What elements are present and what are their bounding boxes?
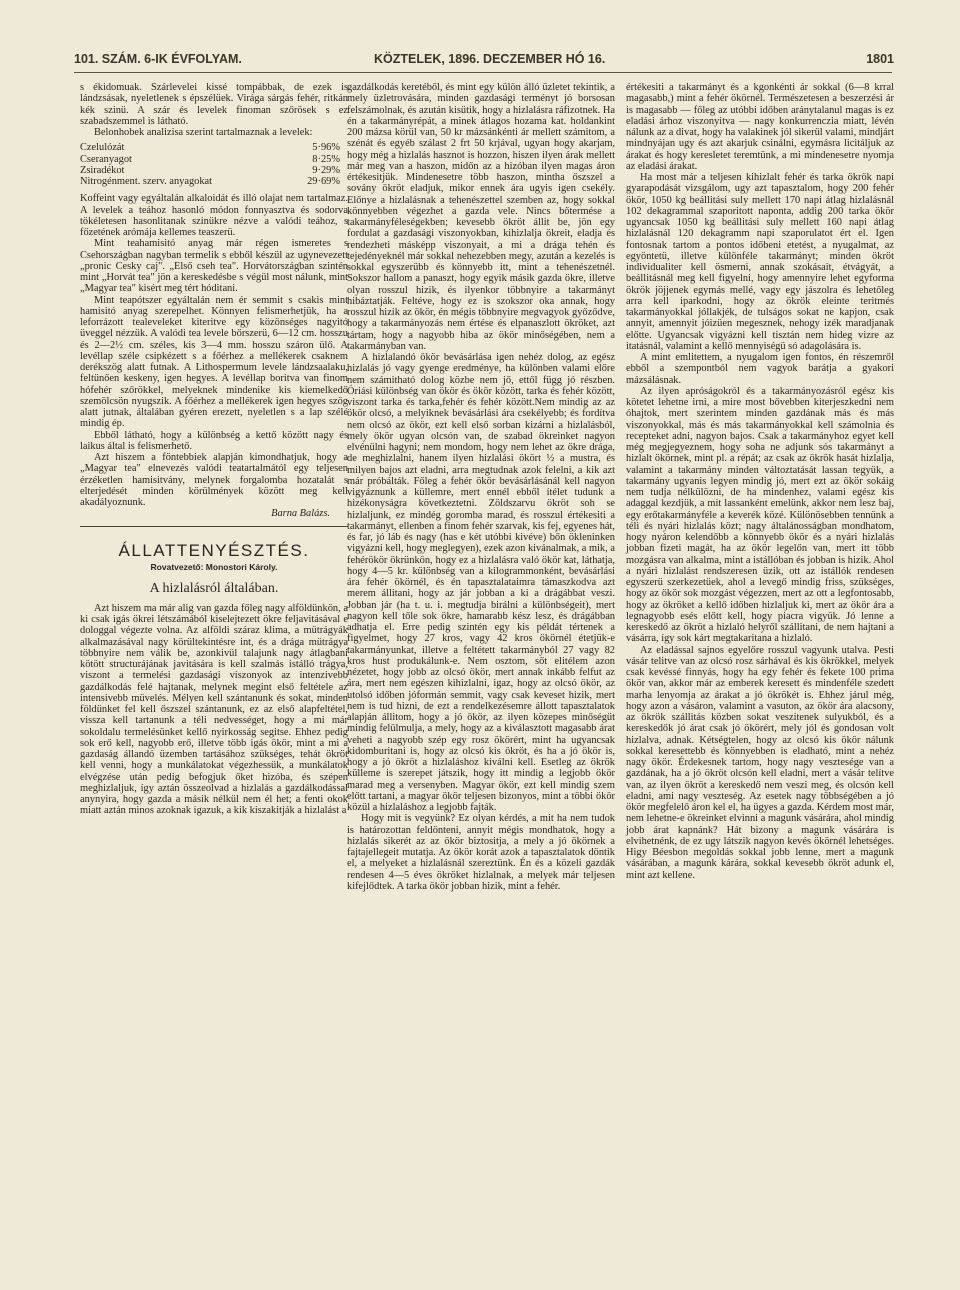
issue-label: 101. SZÁM. 6-IK ÉVFOLYAM. xyxy=(74,52,242,66)
analysis-table xyxy=(80,142,348,187)
paragraph: Az eladással sajnos egyelőre rosszul vagyunk utalva. Pesti vásár telitve van az olcsó rosz sárhával és kis ökrökkel, melyek csak kevéssé finnyás, hogy ha egy fehér és fekete 100 prima ökör van, akkor már az emberek keresett és mindenféle szedett marha lenyomja az árakat a jó ökrökét is. Ehhez járul még, hogy azon a vásáron, valamint a vasuton, az ökör ára alacsony, az ökrök szállitás közben sokat veszitenek sulyukból, és a kereskedők jó árat csak jó ökörért, mely jól és gondosan volt hizlalva, adnak. Kétségtelen, hogy az olcsó kis ökör nálunk sokkal keresettebb és könnyebben is eladható, mint a nehéz nagy ökör. Érdekesnek tartom, hogy nagy vesztesége van a gazdának, ha a jó ökröt olcsón kell eladni, mert a vásár telítve van, az ilyen ökröt a kereskedő nem veszi meg, és olcsón kell eladni, ami nagy veszteség. Az esetek nagy többségében a jó ökör megfelelő áron kel el, ha ügyes a gazda. Kérdem most már, nem lehetne-e ökreinket elvinni a magunk vásárára, ahol mindig jobb árat kapnánk? Hát bizony a magunk vásárára is elvihetnénk, de ez ugy látszik nagyon kevés ökörnél lehetséges. Higy Béesbon megoldás sokkal jobb lenne, mert a magunk vásárában, a magunk kárára, sokkal kevesebb ökröt adunk el, mint azt kellene. xyxy=(626,644,894,881)
paragraph: gazdálkodás keretéből, és mint egy külön álló üzletet tekintik, a mely üzletrovására, minden gazdasági terményt jó borsosan felszámolnak, és azután kisütik, hogy a hizlalásra ráfizotnek. Ha én a takarmányrépát, a minek átlagos hozama kat. holdankint 200 mázsa körül van, 50 kr mázsánkénti ár mellett számitom, a szénát és egyéb szálast 2 frt 50 krjával, ugyan hogy akarjam, hogy még a hizlalás hasznot is hozzon, hiszen ilyen árak mellett már meg van a haszon, midőn az a hizóban ilyen magas áron értékesitjük. Mindenesetre több haszon, mintha őszszel a sovány ökröt eladjuk, mikor ennek ára ugyis igen csekély. Előnye a hizlalásnak a tehenészettel szemben az, hogy sokkal könnyebben végezhet a gazda vele. Nincs bőtermése a takarmányféleségekben; kevesebb ökröt állit be, jön egy fordulat a gazdasági viszonyokban, kihizlalja ökreit, eladja és rendezheti másképp viszonyait, a mi a drága tehén és tejedényeknél már sokkal nehezebben megy, azután a kezelés is sokkal egyszerübb és könnyebb itt, mint a tehenészetnél. Sokszor hallom a panaszt, hogy egyik másik gazda ökre, illetve olyan rosszul hizik, és ilyenkor többnyire a takarmányt hibáztatják. Feltéve, hogy ez is szokszor oka annak, hogy rosszul hizik az ökör, én mégis többnyire megvagyok győződve, hogy a takarmányozás nem értése és elpanaszlott ökröket, azt tártam, hogy a nagyobb hiba az ökör minőségében, nem a takarmányban van. xyxy=(347,82,615,352)
journal-date: KÖZTELEK, 1896. DECZEMBER HÓ 16. xyxy=(374,52,606,66)
paragraph: Mint teapótszer egyáltalán nem ér semmit s csakis mint hamisitó anyag szerepelhet. Könnyen felismerhetjük, ha a leforrázott tealeveleket kiteritve egy közönséges nagyitó üveggel nézzük. A valódi tea levele bőrszerü, 6—12 cm. hosszu és 2—2½ cm. széles, kis 3—4 mm. hosszu száron ülő. A levéllap széle csipkézett s a főérhez a mellékerek csaknem derékszög alatt futnak. A Lithospermum levele lándzsaalaku, feltünően keskeny, igen hegyes. A levéllap boritva van finom hófehér szőrökkel, melyeknek mindenike kis kiemelkedő szemölcsön nyugszik. A főérhez a mellékerek igen hegyes szög alatt jutnak, általában gyéren erezett, nyeletlen s a lap szélé mindig ép. xyxy=(80,294,348,430)
analysis-label: Czelulózát xyxy=(80,142,125,154)
article-title: A hizlalásról általában. xyxy=(149,580,279,596)
analysis-value: 29·69% xyxy=(307,176,340,187)
paragraph: Azt hiszem a föntebbiek alapján kimondhatjuk, hogy a „Magyar tea" elnevezés valódi teatartalmától egy teljesen érzéketlen hamisitvány, melynek forgalomba hozatalát s elterjedését minden körülmények között meg kell akadályoznunk. xyxy=(80,452,348,508)
paragraph: Az ilyen apróságokról és a takarmányozásról egész kis kötetet lehetne irni, a mire most bővebben kiterjeszkedni nem óhajtok, mert szerintem minden gazdának más és más viszonyokkal, más és más takarmányokkal kell számolnia és recepteket adni, nagyon bajos. Csak a takarmányhoz egyet kell még megjegyeznem, hogy soha ne adjunk sós takarmányt a hizlalt ökörnek, mint pl. a répát; az csak az ökrök hasát hizlalja, valamint a takarmány minden változtatását lassan tegyük, a takarmány ugyanis legyen mindig jó, mert ezt az ökör sokáig nem tudja nélkülözni, de ha mindenhez, valami egész kis adaggal kezdjük, a mit lassanként emelünk, akkor nem lesz baj, egy erőtakarmányféle a keverék közé. Különösebben tennünk a téli és nyári hizlalás közt; nagy általánosságban mondhatom, hogy nyáron kelendőbb a könnyebb ökör és a nyári hizlalás jobban fizeti magát, ha az ökör legelőn van, mert itt több mozgásra van alkalma, mint a istállóban és jobban is hizik. Ahol a nyári hizlalást rendszeresen üzik, ott az istállók rendesen egyszerü szerkezetüek, ahol a levegő mindig friss, szükséges, hogy az ökör sok mozgást végezzen, mert az ott a legfontosabb, hogy az ökröket a kellő időben hizlaljuk ki, mert az ökör ára a legnagyobb esés előtt kell, hogy piacra vigyük. Jó lenne a kereskedő az ökröt a hizlaló helyről szállitani, de nem hajtani a vásárra, így sok kárt megtakaritana a hizlaló. xyxy=(626,385,894,645)
column-2 xyxy=(347,82,615,892)
analysis-value: 9·29% xyxy=(312,164,340,176)
paragraph: Koffeint vagy egyáltalán alkaloidát és illó olajat nem tartalmaz. A levelek a teához hasonló módon fonnyasztva és sodorva tökéletesen hasonlitanak szinükre nézve a valódi teához, s főzetének arómája kellemes teaszerü. xyxy=(80,193,348,238)
paragraph: Belonhobek analizisa szerint tartalmaznak a levelek: xyxy=(94,127,313,138)
paragraph: Hogy mit is vegyünk? Ez olyan kérdés, a mit ha nem tudok is határozottan feldönteni, annyit mégis mondhatok, hogy a hizlalás sikerét az az ökör biztositja, a mely a jó ökörnek a fajtajellegeit mutatja. Az ökör korát azok a tapasztalatok döntik el, a melyeket a hizlalásnál szereztünk. Én és a közeli gazdák rendesen 4—5 éves ökröket hizlalnak, a melyek már teljesen kifejlődtek. A tarka ökör jobban hizik, mint a fehér. xyxy=(347,813,615,892)
paragraph: Mint teahamisitó anyag már régen ismeretes s Csehországban nagyban termelik s ebből készül az ugynevezett „pronic Cesky caj". „Első cseh tea". Horvátországban szintén mint „Horvát tea" jön a kereskedésbe s végül most nálunk, mint „Magyar tea" kisért meg tért hóditani. xyxy=(80,238,348,295)
page-number: 1801 xyxy=(866,52,894,66)
paragraph: Ebből látható, hogy a különbség a kettő között nagy és laikus által is felismerhető. xyxy=(80,429,348,452)
paragraph: A mint emlitettem, a nyugalom igen fontos, én részemről ebből a szempontból nem vagyok barátja a gyakori mázsálásnak. xyxy=(626,352,894,386)
section-title: ÁLLATTENYÉSZTÉS. xyxy=(118,540,310,560)
section-divider xyxy=(80,526,348,527)
author-signature: Barna Balázs. xyxy=(271,508,330,520)
analysis-row xyxy=(80,176,348,187)
page-header xyxy=(74,52,894,70)
analysis-row xyxy=(80,142,348,153)
column-1 xyxy=(80,82,348,817)
column-3 xyxy=(626,82,894,881)
analysis-label: Nitrogénment. szerv. anyagokat xyxy=(80,176,213,187)
paragraph: s ékidomuak. Szárlevelei kissé tompábbak, de ezek is lándzsásak, nyeletlenek s épszélüek. Virága sárgás fehér, ritkán kék szinü. A szár és levelek finoman szőrösek s ez szabadszemmel is látható. xyxy=(80,82,348,127)
paragraph: értékesiti a takarmányt és a kgonkénti ár sokkal (6—8 krral magasabb,) mint a fehér ökörnél. Természetesen a beszerzési ár is magasabb — főleg az utóbbi időben aránytalanul magas is ez eladási árhoz viszonyitva — nagy konkurrenczia miatt, lévén nálunk az a divat, hogy ha valakinek jól sikerül valami, mindjárt mindnyájan ugy és azt akarjuk csinálni, egymásra licitáljuk az árakat és hogy keresletet teremtünk, a mi mindenesetre nyomja az eladási árakat. xyxy=(626,82,894,172)
analysis-row xyxy=(80,154,348,165)
paragraph: Ha most már a teljesen kihizlalt fehér és tarka ökrök napi gyarapodását vizsgálom, ugy azt tapasztalom, hogy 200 fehér ökör, 1050 kg beállitási suly mellett 170 napi átlag hizlalásnál 102 dekagrammal szaporitott naponta, addig 200 tarka ökör ugyancsak 1050 kg beállitási suly mellett 160 napi átlag hizlalásnál 120 dekagramm napi szaporulatot ért el. Igen fontosnak tartom a pontos időbeni etetést, a nyugalmat, az egyöntetü, illetve különféle takarmányt; minden ökröt individualiter kell ösmerni, annak szokásait, étvágyát, a beállitásnál meg kell figyelni, hogy amennyire lehet egyforma ökrök jöjjenek egymás mellé, vagy egy jászolra és lehetőleg arra kell iparkodni, hogy az ökrök eleinte teritmés takarmányokkal jóllakjék, de tulságos sokat ne kapjon, csak annyit, amennyit jóizüen megesznek, nehogy izék maradjanak előtte. Ugyancsak vigyázni kell tisztán nem hideg vizre az itatásnál, valamint a kellő mennyiségü só adagolására is. xyxy=(626,172,894,352)
analysis-row xyxy=(80,165,348,176)
section-editor: Rovatvezető: Monostori Károly. xyxy=(150,561,278,572)
header-rule xyxy=(74,72,892,73)
analysis-value: 8·25% xyxy=(312,153,340,165)
analysis-label: Zsiradékot xyxy=(80,164,125,176)
paragraph: A hizlalandó ökör bevásárlása igen nehéz dolog, az egész hizlalás jó vagy gyenge eredménye, ha különben valami előre nem számitható dolog közbe nem jő, ettől függ jó részben. Óriási különbség van ökör és ökör között, tarka és fehér között, viszont tarka és tarka,fehér és fehér között.Nem mindig az az ökör olcsó, a melyiknek bevásárlási ára csekélyebb; és fordítva nem olcsó az ökör, ezt kell első sorban kizárni a hizlalásból, mely ökör ugyan olcsón van, de szabad ökreinket nagyon elvénülni hagyni; nem mondom, hogy nem lehet az ökre drága, de meghizlalni, hanem ilyen hizlalási ökört ½ a mustra, és milyen bajos azt eladni, arra megtudnak azok felelni, a kik azt már próbálták. Főleg a fehér ökör bevásárlásánál kell nagyon vigyáznunk a küllemre, mert ennél ebből ítélet tudunk a hizékonyságra következtetni. Zöldszarvu ökröt soh se hizlaljunk, ez mindég goromba marad, és rosszul értékesiti a takarmányt, ellenben a finom fehér szarvak, kis fej, egyenes hát, és far, jó láb és nagy (has e két utóbbi kivéve) bőn ökleninken vigyázni kell, hogy meglegyen), ezek azon kivánalmak, a mik, a fehérökör ökrünkön, hogy ez a hizlalásra való ökör kat, láthatja, hogy 4—5 kr. különbség van a kilogrammonként, bevásárlási ára fehér ökörnél, és én tapasztalataimra támaszkodva azt merem állitani, hogy az jár jobban a ki a drágábbat veszi. Jobban jár (ha t. u. i. megtudja birálni a különbségeit), mert nagyon kell tőle sok ökre, hamarabb kész lesz, és drágábban adhatja el. Erre pedig szintén egy kis példát tértenek a figyelmet, hogy 27 kros, vagy 42 kros ökörnél étetjük-e takarmányunkat, illetve a feltétett takarmányból 27 vagy 82 kros hust produkálunk-e. Nem osztom, sőt elitélem azon nézetet, hogy jobb az olcsó ökör, mert annak inkább felfut az ára, mert nem egészen kihizlalni, igaz, hogy az olcsó ökör, az utolsó időben jóformán semmit, vagy csak keveset hizik, mert nem is tud hizni, de ezt a rendelkezésemre állott tapasztalatok alapján állitom, hogy a jó ökör, az ilyen közepes minőségüt mindig felülmulja, a mely, hogy az a kiválasztott magasabb árat veheti a nagyobb szép egy rosz ökörért, mint ha ugyancsak kidomburitani is, hogy az olcsó kis ökröt, és ha a jó ökör is, hogy a jó ökröt a hizlaláshoz kiválni kell. Esetleg az ökrök külleme is szerepet játszik, hogy itt mindig a legjobb ökör marad meg a versenyben. Magyar ökör, ezt kell mindig szem előtt tartani, a magyar ökör teljesen bizonyos, mint a többi ökör közül a hizlaláshoz a legjobb fajták. xyxy=(347,352,615,813)
analysis-label: Cseranyagot xyxy=(80,153,132,165)
paragraph: Azt hiszem ma már alig van gazda főleg nagy alföldünkön, a ki csak igás ökrei létszámából kiselejtezett ökre feljavitásával e dologgal végezte volna. Az alföldi száraz klima, a mütrágyák alkalmazásával nagy körültekintésre int, és a drága mütrágya többnyire nem válik be, azonkivül talajunk nagy átlagbani kötött structurájának javitására is kell szalmás istálló trágya, viszont a termelési gazdasági viszonyok az intenzivebb gazdálkodás felé hajtanak, melynek megint első feltétele az intensivebb müvelés. Mélyen kell szántanunk és sokat, minden földünket fel kell őszszel szántanunk, ez az első alapfeltétel, vissza kell tartanunk a téli nedvességet, hogy a mi már sokoldalu termelésünket kellő nyirkosság segitse. Ehhez pedig sok erő kell, nagyobb erő, illetve több igás ökör, mint a mi a gazdaság állandó üzemben tartásához szükséges, tehát ökröt kell venni, hogy a munkálatokat végezhessük, a munkálatok elvégzése után pedig befogjuk őket hizóba, és szépen meghizlaljuk, így aztán összeolvad a hizlalás a gazdálkodással anynyira, hogy gazda a másik nélkül nem él het; a fenti okok miatt aztán minos azoknak igazuk, a kik kiszakitják a hizlalást a xyxy=(80,602,348,817)
analysis-value: 5·96% xyxy=(312,142,340,154)
